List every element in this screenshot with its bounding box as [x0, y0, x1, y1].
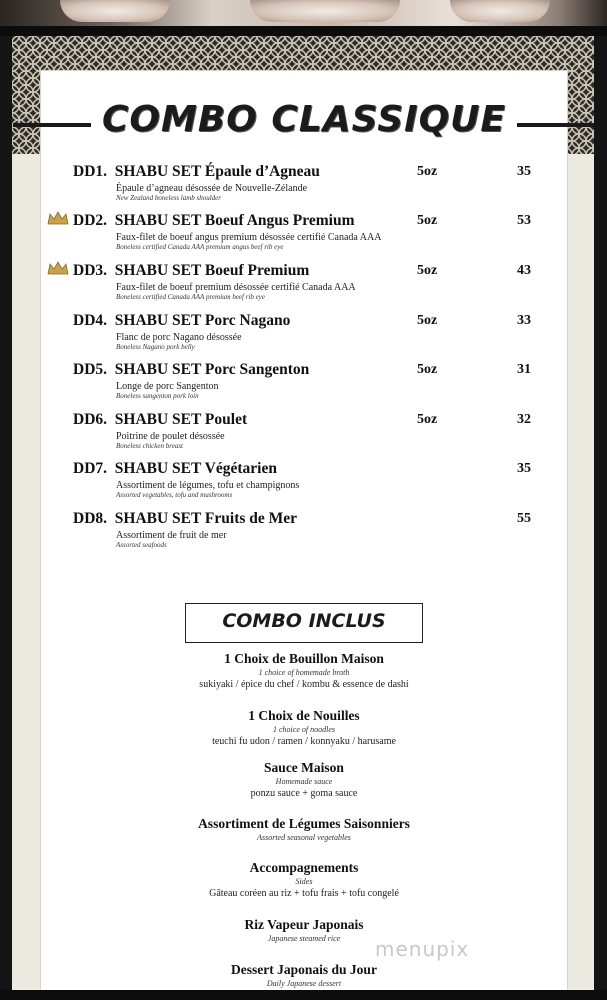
- inclus-english: Sides: [295, 877, 313, 886]
- page-title: COMBO CLASSIQUE: [101, 99, 507, 140]
- inclus-section: [41, 651, 567, 690]
- item-name: SHABU SET Végétarien: [114, 460, 277, 477]
- crown-icon: [47, 260, 69, 276]
- item-desc-fr: Flanc de porc Nagano désossée: [116, 332, 242, 343]
- inclus-english: Homemade sauce: [275, 777, 333, 786]
- item-size: 5oz: [417, 213, 438, 228]
- item-price: 31: [517, 362, 531, 377]
- crown-icon: [47, 210, 69, 226]
- item-title: [73, 510, 297, 528]
- item-title: [73, 163, 320, 181]
- item-desc-en: Boneless certified Canada AAA premium beef rib eye: [116, 293, 265, 301]
- item-title: [73, 361, 309, 379]
- title-row: [41, 99, 567, 147]
- item-name: SHABU SET Boeuf Premium: [114, 262, 310, 279]
- inclus-english: 1 choice of noodles: [273, 725, 335, 734]
- item-code: DD6.: [73, 411, 108, 428]
- item-price: 53: [517, 213, 531, 228]
- item-desc-en: Boneless chicken breast: [116, 442, 183, 450]
- item-desc-en: New Zealand boneless lamb shoulder: [116, 194, 221, 202]
- item-price: 32: [517, 412, 531, 427]
- combo-inclus-box: [185, 603, 423, 643]
- item-title: [73, 262, 309, 280]
- item-code: DD7.: [73, 460, 108, 477]
- item-size: 5oz: [417, 362, 438, 377]
- menu-paper: [40, 70, 568, 990]
- inclus-heading: 1 Choix de Bouillon Maison: [224, 651, 384, 666]
- item-desc-fr: Assortiment de fruit de mer: [116, 530, 227, 541]
- item-price: 35: [517, 461, 531, 476]
- inclus-section: [41, 816, 567, 842]
- item-size: 5oz: [417, 313, 438, 328]
- inclus-section: [41, 860, 567, 899]
- item-desc-fr: Poitrine de poulet désossée: [116, 431, 225, 442]
- inclus-english: Assorted seasonal vegetables: [257, 833, 351, 842]
- title-line-right: [517, 123, 594, 127]
- item-name: SHABU SET Épaule d’Agneau: [114, 163, 320, 180]
- item-title: [73, 212, 355, 230]
- inclus-heading: Sauce Maison: [264, 760, 344, 775]
- inclus-options: Gâteau coréen au riz + tofu frais + tofu congelé: [209, 888, 399, 899]
- item-desc-fr: Assortiment de légumes, tofu et champignons: [116, 480, 300, 491]
- item-desc-en: Assorted vegetables, tofu and mushrooms: [116, 491, 233, 499]
- inclus-english: Daily Japanese dessert: [266, 979, 342, 988]
- item-desc-en: Assorted seafoods: [116, 541, 167, 549]
- item-size: 5oz: [417, 412, 438, 427]
- combo-inclus-title: COMBO INCLUS: [222, 610, 386, 632]
- top-food-photo: [0, 0, 607, 26]
- item-size: 5oz: [417, 164, 438, 179]
- item-size: 5oz: [417, 263, 438, 278]
- bottom-border: [0, 990, 607, 1000]
- item-price: 55: [517, 511, 531, 526]
- inclus-heading: Dessert Japonais du Jour: [231, 962, 377, 977]
- item-desc-fr: Faux-filet de boeuf premium désossée certifié Canada AAA: [116, 282, 356, 293]
- item-title: [73, 460, 277, 478]
- item-code: DD5.: [73, 361, 108, 378]
- inclus-section: [41, 760, 567, 799]
- inclus-options: teuchi fu udon / ramen / konnyaku / harusame: [212, 736, 396, 747]
- inclus-english: 1 choice of homemade broth: [258, 668, 350, 677]
- item-name: SHABU SET Porc Sangenton: [114, 361, 310, 378]
- inclus-english: Japanese steamed rice: [267, 934, 341, 943]
- inclus-heading: Assortiment de Légumes Saisonniers: [198, 816, 410, 831]
- watermark: menupix: [375, 937, 470, 961]
- inclus-section: [41, 708, 567, 747]
- item-desc-fr: Épaule d’agneau désossée de Nouvelle-Zélande: [116, 183, 308, 194]
- inclus-options: ponzu sauce + goma sauce: [250, 788, 358, 799]
- item-desc-fr: Faux-filet de boeuf angus premium désossée certifié Canada AAA: [116, 232, 382, 243]
- inclus-options: sukiyaki / épice du chef / kombu & essence de dashi: [199, 679, 409, 690]
- item-price: 35: [517, 164, 531, 179]
- item-title: [73, 312, 290, 330]
- menu-frame: [12, 36, 594, 990]
- item-code: DD8.: [73, 510, 108, 527]
- item-desc-en: Boneless certified Canada AAA premium angus beef rib eye: [116, 243, 284, 251]
- top-border: [0, 26, 607, 36]
- item-price: 33: [517, 313, 531, 328]
- item-desc-en: Boneless sangenton pork loin: [116, 392, 199, 400]
- item-price: 43: [517, 263, 531, 278]
- item-name: SHABU SET Porc Nagano: [114, 312, 291, 329]
- item-name: SHABU SET Poulet: [114, 411, 248, 428]
- item-code: DD3.: [73, 262, 108, 279]
- item-code: DD1.: [73, 163, 108, 180]
- inclus-section: [41, 962, 567, 988]
- item-code: DD4.: [73, 312, 108, 329]
- inclus-heading: 1 Choix de Nouilles: [248, 708, 360, 723]
- item-title: [73, 411, 247, 429]
- inclus-heading: Riz Vapeur Japonais: [244, 917, 364, 932]
- inclus-section: [41, 917, 567, 943]
- item-desc-en: Boneless Nagano pork belly: [116, 343, 195, 351]
- item-name: SHABU SET Fruits de Mer: [114, 510, 298, 527]
- item-name: SHABU SET Boeuf Angus Premium: [114, 212, 355, 229]
- item-code: DD2.: [73, 212, 108, 229]
- inclus-heading: Accompagnements: [249, 860, 359, 875]
- item-desc-fr: Longe de porc Sangenton: [116, 381, 219, 392]
